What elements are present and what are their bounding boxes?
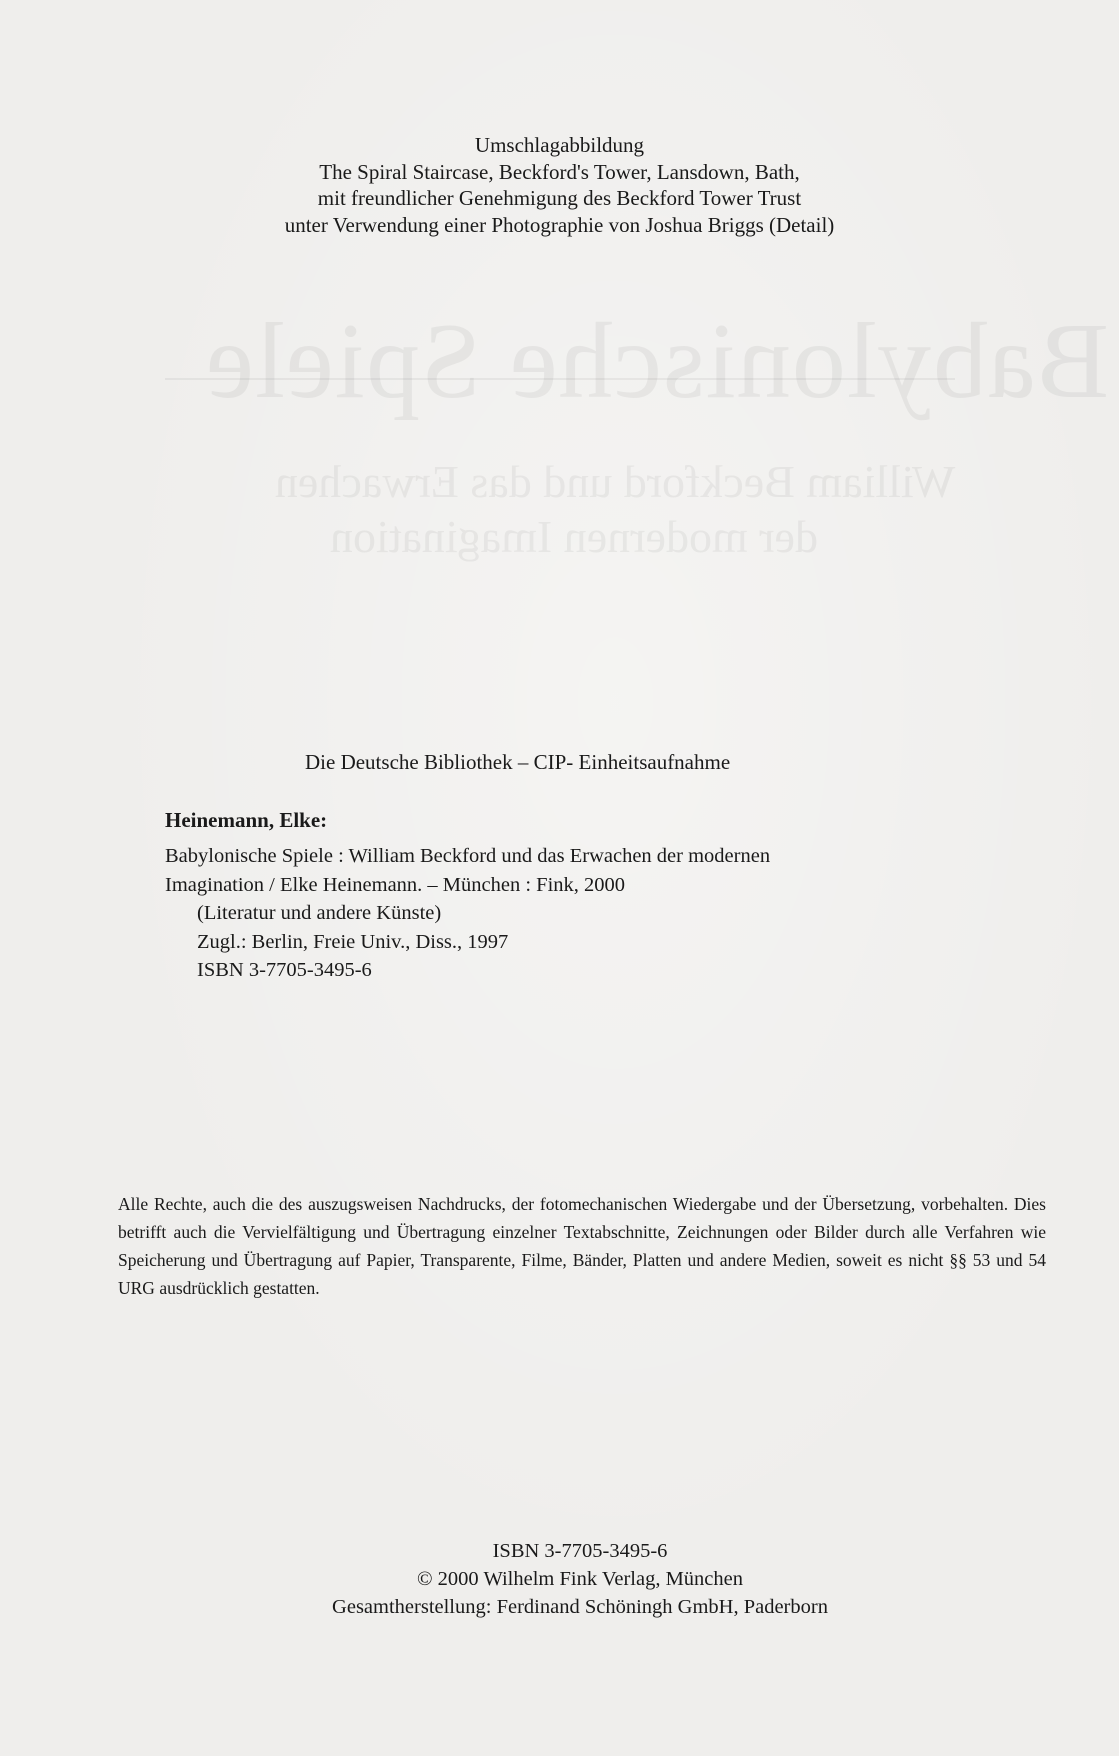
show-through-title: Babylonische Spiele: [205, 302, 1109, 421]
cover-credit-heading: Umschlagabbildung: [474, 133, 645, 157]
show-through-subtitle-1: William Beckford und das Erwachen: [275, 456, 956, 507]
cip-title-line: Imagination / Elke Heinemann. – München : Fink, 2000: [165, 873, 626, 896]
cip-isbn: ISBN 3-7705-3495-6: [197, 959, 372, 981]
cover-credit-line: The Spiral Staircase, Beckford's Tower, Lansdown, Bath,: [319, 159, 800, 184]
show-through-subtitle-2: der modernen Imagination: [330, 511, 818, 562]
cover-credit-line: unter Verwendung einer Photographie von Joshua Briggs (Detail): [284, 212, 835, 237]
cip-thesis-note: Zugl.: Berlin, Freie Univ., Diss., 1997: [197, 930, 509, 953]
imprint: [250, 1537, 910, 1621]
show-through-rule: [165, 378, 955, 380]
cip-heading: Die Deutsche Bibliothek – CIP- Einheitsaufnahme: [305, 750, 731, 774]
cip-series: (Literatur und andere Künste): [197, 902, 442, 924]
cip-entry: [165, 842, 770, 985]
cover-credit-line: mit freundlicher Genehmigung des Beckford Tower Trust: [317, 186, 802, 210]
imprint-production: Gesamtherstellung: Ferdinand Schöningh GmbH, Paderborn: [332, 1596, 828, 1618]
rights-notice: Alle Rechte, auch die des auszugsweisen Nachdrucks, der fotomechanischen Wiedergabe und der Übersetzung, vorbehalten. Dies betrifft auch die Vervielfältigung und Übertragung einzelner Textabschnitte, Zeichnungen oder Bilder durch alle Verfahren wie Speicherung und Übertragung auf Papier, Transparente, Filme, Bänder, Platten und andere Medien, soweit es nicht §§ 53 und 54 URG ausdrücklich gestatten.: [118, 1194, 1046, 1298]
cip-title-line: Babylonische Spiele : William Beckford und das Erwachen der modernen: [165, 845, 771, 867]
cip-author: Heinemann, Elke:: [165, 808, 328, 832]
imprint-isbn: ISBN 3-7705-3495-6: [492, 1540, 668, 1562]
imprint-copyright: © 2000 Wilhelm Fink Verlag, München: [416, 1568, 744, 1590]
cover-credit: [200, 132, 919, 238]
